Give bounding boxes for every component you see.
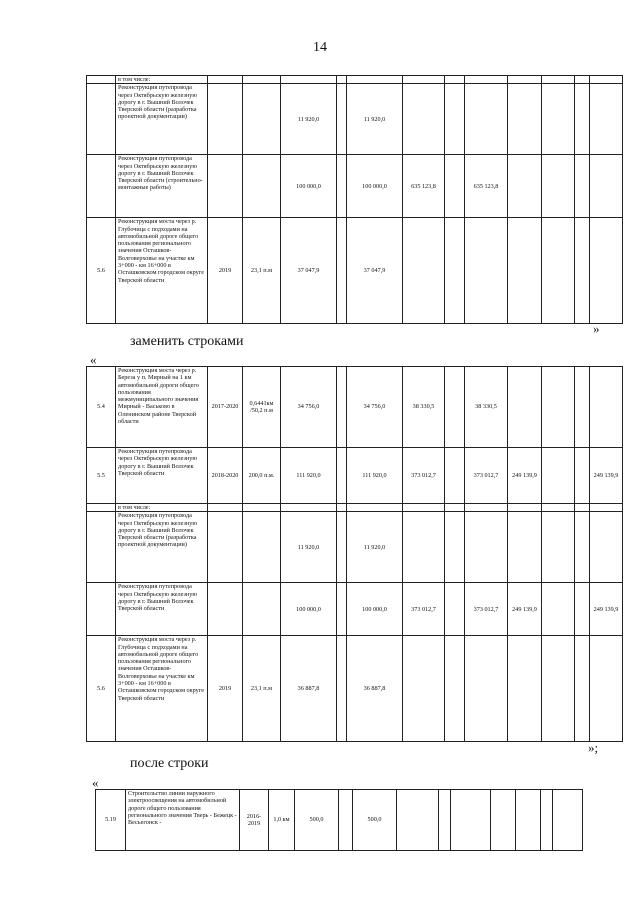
cell-value bbox=[542, 218, 575, 324]
cell-value bbox=[542, 448, 575, 504]
cell-value: 249 139,9 bbox=[508, 448, 542, 504]
closing-quote-semicolon: »; bbox=[588, 740, 599, 755]
cell-value bbox=[465, 84, 508, 155]
table-row bbox=[87, 636, 623, 742]
table-row bbox=[87, 367, 623, 448]
cell-value bbox=[508, 367, 542, 448]
table-replacement-rows bbox=[86, 366, 623, 742]
cell-value bbox=[553, 790, 583, 851]
cell-value: 100 000,0 bbox=[281, 155, 337, 218]
cell-value: 111 920,0 bbox=[347, 448, 403, 504]
cell-value bbox=[590, 367, 623, 448]
cell-value bbox=[491, 790, 516, 851]
table-previous-rows bbox=[86, 75, 623, 324]
cell-number bbox=[87, 583, 116, 636]
cell-value bbox=[590, 636, 623, 742]
cell-value bbox=[542, 84, 575, 155]
cell-value bbox=[347, 76, 403, 84]
cell-value bbox=[541, 790, 553, 851]
table-row bbox=[87, 76, 623, 84]
cell-value: 34 756,0 bbox=[347, 367, 403, 448]
cell-value bbox=[575, 636, 590, 742]
cell-value: 38 330,5 bbox=[465, 367, 508, 448]
cell-value bbox=[575, 512, 590, 583]
cell-name: Реконструкция путепровода через Октябрьскую железную дорогу в г. Вышний Волочек Тверской области bbox=[116, 448, 208, 504]
table-row bbox=[87, 84, 623, 155]
cell-value bbox=[508, 218, 542, 324]
cell-value: 100 000,0 bbox=[347, 583, 403, 636]
cell-value bbox=[445, 76, 465, 84]
cell-value bbox=[451, 790, 491, 851]
cell-number: 5.6 bbox=[87, 218, 116, 324]
cell-value: 11 920,0 bbox=[347, 512, 403, 583]
cell-value: 11 920,0 bbox=[347, 84, 403, 155]
cell-value bbox=[281, 504, 337, 512]
cell-value: 36 887,8 bbox=[281, 636, 337, 742]
cell-value bbox=[337, 583, 347, 636]
cell-capacity bbox=[243, 512, 281, 583]
cell-value bbox=[465, 218, 508, 324]
cell-years bbox=[208, 583, 243, 636]
cell-number bbox=[87, 84, 116, 155]
table-row bbox=[87, 218, 623, 324]
cell-value bbox=[590, 218, 623, 324]
cell-value bbox=[397, 790, 439, 851]
cell-value bbox=[465, 512, 508, 583]
cell-value bbox=[445, 636, 465, 742]
cell-value bbox=[445, 218, 465, 324]
cell-value bbox=[445, 155, 465, 218]
cell-name: в том числе: bbox=[116, 76, 208, 84]
cell-value bbox=[445, 367, 465, 448]
table-row bbox=[87, 583, 623, 636]
cell-value bbox=[542, 636, 575, 742]
cell-value bbox=[337, 448, 347, 504]
cell-value bbox=[542, 76, 575, 84]
cell-value bbox=[337, 504, 347, 512]
cell-value bbox=[403, 218, 445, 324]
cell-years: 2019 bbox=[208, 636, 243, 742]
cell-value bbox=[590, 155, 623, 218]
table-row bbox=[87, 155, 623, 218]
table-anchor-row bbox=[95, 789, 583, 851]
cell-value bbox=[347, 504, 403, 512]
cell-value bbox=[542, 504, 575, 512]
cell-value bbox=[337, 84, 347, 155]
cell-number: 5.6 bbox=[87, 636, 116, 742]
cell-value bbox=[575, 84, 590, 155]
cell-value bbox=[403, 76, 445, 84]
cell-number bbox=[87, 155, 116, 218]
cell-years: 2016-2019 bbox=[240, 790, 269, 851]
cell-value bbox=[445, 448, 465, 504]
table-row bbox=[96, 790, 583, 851]
cell-value: 373 012,7 bbox=[403, 583, 445, 636]
cell-value: 100 000,0 bbox=[281, 583, 337, 636]
cell-years bbox=[208, 76, 243, 84]
cell-value bbox=[575, 504, 590, 512]
cell-value: 36 887,8 bbox=[347, 636, 403, 742]
cell-value bbox=[445, 583, 465, 636]
cell-value: 11 920,0 bbox=[281, 84, 337, 155]
cell-name: Реконструкция путепровода через Октябрьскую железную дорогу в г. Вышний Волочек Тверской области (разработка проектной документации) bbox=[116, 512, 208, 583]
cell-value: 635 123,8 bbox=[465, 155, 508, 218]
cell-value bbox=[339, 790, 353, 851]
page-number: 14 bbox=[313, 40, 327, 55]
cell-number: 5.19 bbox=[96, 790, 126, 851]
cell-value bbox=[508, 512, 542, 583]
table-row bbox=[87, 512, 623, 583]
cell-capacity: 23,1 п.м bbox=[243, 218, 281, 324]
cell-value: 37 047,9 bbox=[347, 218, 403, 324]
cell-years bbox=[208, 84, 243, 155]
cell-value: 249 139,9 bbox=[508, 583, 542, 636]
cell-capacity bbox=[243, 504, 281, 512]
cell-value bbox=[403, 504, 445, 512]
cell-value: 38 330,5 bbox=[403, 367, 445, 448]
cell-value bbox=[439, 790, 451, 851]
cell-value: 111 920,0 bbox=[281, 448, 337, 504]
cell-capacity bbox=[243, 155, 281, 218]
cell-value bbox=[281, 76, 337, 84]
cell-value: 500,0 bbox=[295, 790, 339, 851]
cell-value bbox=[508, 76, 542, 84]
cell-value bbox=[575, 76, 590, 84]
cell-value bbox=[516, 790, 541, 851]
cell-value bbox=[403, 512, 445, 583]
cell-years bbox=[208, 504, 243, 512]
cell-value bbox=[445, 84, 465, 155]
cell-capacity: 0,6441км /50,2 п.м bbox=[243, 367, 281, 448]
cell-name: Реконструкция путепровода через Октябрьскую железную дорогу в г. Вышний Волочек Тверской области bbox=[116, 583, 208, 636]
cell-value: 100 000,0 bbox=[347, 155, 403, 218]
cell-value bbox=[337, 367, 347, 448]
cell-value: 500,0 bbox=[353, 790, 397, 851]
cell-value bbox=[403, 636, 445, 742]
cell-value bbox=[590, 76, 623, 84]
cell-value bbox=[542, 512, 575, 583]
cell-name: Реконструкция моста через р. Береза у п. Мирный на 1 км автомобильной дороги общего пользования межмуниципального значения Мирный - Васьково в Оленинском районе Тверской области bbox=[116, 367, 208, 448]
cell-years: 2019 bbox=[208, 218, 243, 324]
cell-name: Строительство линии наружного электроосвещения на автомобильной дороге общего пользования регионального значения Тверь - Бежецк - Весьегонск - bbox=[126, 790, 240, 851]
cell-name: Реконструкция путепровода через Октябрьскую железную дорогу в г. Вышний Волочек Тверской области (строительно-монтажные работы) bbox=[116, 155, 208, 218]
cell-name: в том числе: bbox=[116, 504, 208, 512]
cell-value: 249 139,9 bbox=[590, 448, 623, 504]
cell-value bbox=[542, 367, 575, 448]
cell-years: 2017-2020 bbox=[208, 367, 243, 448]
opening-quote: « bbox=[90, 352, 97, 367]
cell-value: 373 012,7 bbox=[465, 448, 508, 504]
replace-heading: заменить строками bbox=[130, 334, 244, 349]
opening-quote: « bbox=[92, 775, 99, 790]
cell-value bbox=[337, 155, 347, 218]
cell-value bbox=[465, 76, 508, 84]
cell-value bbox=[337, 636, 347, 742]
cell-capacity bbox=[243, 84, 281, 155]
cell-number: 5.4 bbox=[87, 367, 116, 448]
cell-value bbox=[465, 636, 508, 742]
cell-number: 5.5 bbox=[87, 448, 116, 504]
cell-number bbox=[87, 76, 116, 84]
cell-value bbox=[575, 218, 590, 324]
table-row bbox=[87, 448, 623, 504]
cell-value bbox=[508, 504, 542, 512]
cell-capacity: 1,0 км bbox=[269, 790, 295, 851]
cell-value bbox=[575, 155, 590, 218]
cell-name: Реконструкция моста через р. Глубочица с подходами на автомобильной дороге общего пользования регионального значения Осташков-Волговерховье на участке км 3+000 - км 16+000 в Осташковском городском округе Тверской области bbox=[116, 218, 208, 324]
cell-value bbox=[337, 218, 347, 324]
cell-value bbox=[337, 76, 347, 84]
cell-value: 37 047,9 bbox=[281, 218, 337, 324]
cell-value bbox=[508, 155, 542, 218]
cell-years: 2018-2020 bbox=[208, 448, 243, 504]
cell-capacity: 23,1 п.м bbox=[243, 636, 281, 742]
cell-value bbox=[575, 583, 590, 636]
cell-value bbox=[575, 448, 590, 504]
cell-value bbox=[465, 504, 508, 512]
cell-years bbox=[208, 155, 243, 218]
cell-value: 34 756,0 bbox=[281, 367, 337, 448]
cell-number bbox=[87, 504, 116, 512]
cell-value: 373 012,7 bbox=[403, 448, 445, 504]
cell-value bbox=[590, 512, 623, 583]
cell-value bbox=[542, 155, 575, 218]
cell-number bbox=[87, 512, 116, 583]
cell-value bbox=[508, 636, 542, 742]
cell-name: Реконструкция моста через р. Глубочица с подходами на автомобильной дороге общего пользования регионального значения Осташков-Волговерховье на участке км 3+000 - км 16+000 в Осташковском городском округе Тверской области bbox=[116, 636, 208, 742]
cell-capacity: 200,0 п.м. bbox=[243, 448, 281, 504]
cell-value bbox=[508, 84, 542, 155]
cell-value bbox=[445, 504, 465, 512]
cell-value: 249 139,9 bbox=[590, 583, 623, 636]
cell-value bbox=[445, 512, 465, 583]
cell-value bbox=[590, 84, 623, 155]
cell-value: 373 012,7 bbox=[465, 583, 508, 636]
cell-value: 635 123,8 bbox=[403, 155, 445, 218]
cell-value bbox=[542, 583, 575, 636]
cell-value bbox=[403, 84, 445, 155]
cell-capacity bbox=[243, 76, 281, 84]
after-heading: после строки bbox=[130, 756, 209, 771]
table-row bbox=[87, 504, 623, 512]
cell-name: Реконструкция путепровода через Октябрьскую железную дорогу в г. Вышний Волочек Тверской области (разработка проектной документации) bbox=[116, 84, 208, 155]
cell-value bbox=[575, 367, 590, 448]
cell-capacity bbox=[243, 583, 281, 636]
cell-value bbox=[337, 512, 347, 583]
cell-value bbox=[590, 504, 623, 512]
cell-value: 11 920,0 bbox=[281, 512, 337, 583]
closing-quote: » bbox=[593, 321, 600, 336]
cell-years bbox=[208, 512, 243, 583]
